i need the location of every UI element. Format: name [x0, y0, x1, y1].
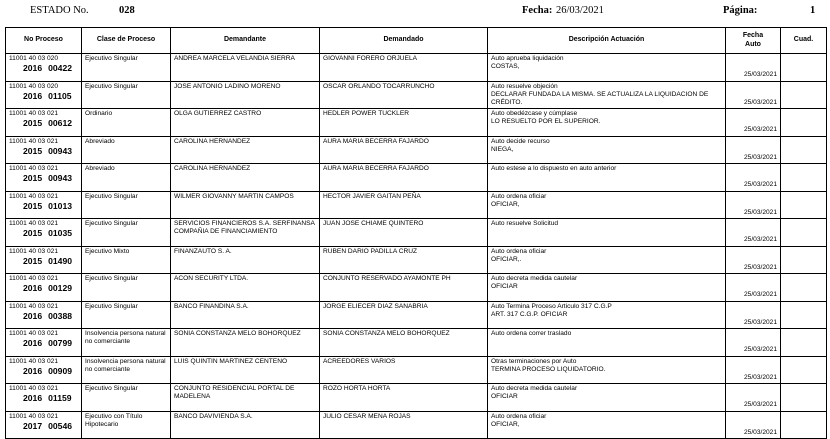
table-row — [6, 301, 827, 329]
proceso-radicado — [9, 63, 78, 73]
clase-text: Ejecutivo Singular — [85, 55, 138, 62]
descripcion-cell — [488, 54, 726, 82]
descripcion-text: Auto resuelve objeción DECLARAR FUNDADA LA MISMA. SE ACTUALIZA LA LIQUIDACION DE CRÉDITO. — [491, 82, 709, 106]
proceso-number: 00943 — [48, 173, 73, 184]
proceso-year: 2015 — [23, 145, 43, 156]
cuad-cell — [781, 301, 827, 329]
demandante-cell — [171, 219, 320, 247]
proceso-number: 00909 — [48, 365, 73, 376]
clase-text: Ejecutivo Singular — [85, 82, 138, 90]
demandado-text: HEDLER POWER TUCKLER — [323, 110, 409, 117]
descripcion-cell — [488, 411, 726, 439]
proceso-year: 2015 — [23, 255, 43, 266]
descripcion-cell — [488, 191, 726, 219]
clase-cell — [82, 191, 171, 219]
proceso-year: 2016 — [23, 283, 43, 294]
proceso-year: 2015 — [23, 200, 43, 211]
cuad-cell — [781, 246, 827, 274]
clase-text: Ejecutivo con Título Hipotecario — [85, 412, 143, 428]
demandante-text: CONJUNTO RESIDENCIAL PORTAL DE MADELENA — [174, 385, 295, 401]
fecha-auto-cell: 25/03/2021 — [726, 329, 781, 357]
proceso-code: 11001 40 03 021 — [9, 165, 59, 172]
demandante-text: JOSE ANTONIO LADINO MORENO — [174, 82, 281, 90]
demandado-text: JULIO CESAR MENA ROJAS — [323, 412, 411, 420]
cuad-cell — [781, 136, 827, 164]
demandado-cell — [320, 329, 488, 357]
clase-cell — [82, 301, 171, 329]
descripcion-text: Auto estese a lo dispuesto en auto anterior — [491, 165, 617, 172]
fecha-auto-cell: 25/03/2021 — [726, 301, 781, 329]
table-row — [6, 274, 827, 302]
table-row — [6, 384, 827, 412]
demandado-text: HECTOR JAVIER GAITAN PEÑA — [323, 192, 421, 200]
proceso-year: 2016 — [23, 90, 43, 101]
proceso-code: 11001 40 03 021 — [9, 110, 59, 117]
demandante-cell — [171, 81, 320, 109]
estado-table — [5, 27, 827, 439]
proceso-number: 01035 — [48, 228, 73, 239]
demandado-cell — [320, 191, 488, 219]
proceso-number: 01013 — [48, 200, 73, 211]
demandante-text: ANDREA MARCELA VELANDIA SIERRA — [174, 55, 295, 62]
table-header-row — [6, 28, 827, 54]
proceso-code: 11001 40 03 021 — [9, 275, 59, 282]
cuad-cell — [781, 329, 827, 357]
demandante-text: SERVICIOS FINANCIEROS S.A. SERFINANSA COMPAÑIA DE FINANCIAMIENTO — [174, 220, 315, 236]
demandado-cell — [320, 246, 488, 274]
descripcion-text: Auto decreta medida cautelar OFICIAR — [491, 275, 578, 291]
descripcion-cell — [488, 301, 726, 329]
descripcion-cell — [488, 136, 726, 164]
descripcion-text: Auto resuelve Solicitud — [491, 220, 559, 227]
descripcion-cell — [488, 164, 726, 192]
proceso-number: 00799 — [48, 338, 73, 349]
col-fecha-auto — [726, 28, 781, 54]
col-no-proceso: No Proceso — [6, 28, 82, 54]
clase-text: Ejecutivo Mixto — [85, 247, 130, 255]
no-proceso-cell — [6, 136, 82, 164]
demandado-cell — [320, 384, 488, 412]
descripcion-text: Auto ordena oficiar OFICIAR, — [491, 192, 547, 208]
table-row — [6, 246, 827, 274]
descripcion-cell — [488, 274, 726, 302]
fecha-auto-cell: 25/03/2021 — [726, 136, 781, 164]
col-demandante: Demandante — [171, 28, 320, 54]
descripcion-cell — [488, 109, 726, 137]
clase-cell — [82, 164, 171, 192]
no-proceso-cell — [6, 191, 82, 219]
clase-cell — [82, 81, 171, 109]
proceso-year: 2015 — [23, 173, 43, 184]
demandante-cell — [171, 109, 320, 137]
fecha-auto-cell: 25/03/2021 — [726, 274, 781, 302]
clase-cell — [82, 329, 171, 357]
demandante-text: ACON SECURITY LTDA. — [174, 275, 249, 282]
col-cuad: Cuad. — [781, 28, 827, 54]
demandante-cell — [171, 164, 320, 192]
descripcion-text: Auto ordena oficiar OFICIAR, — [491, 412, 547, 428]
report-header — [0, 0, 830, 24]
descripcion-text: Auto obedézcase y cúmplase LO RESUELTO POR EL SUPERIOR. — [491, 110, 601, 126]
demandado-text: JUAN JOSE CHIAME QUINTERO — [323, 220, 424, 227]
clase-text: Ejecutivo Singular — [85, 385, 138, 392]
table-row — [6, 164, 827, 192]
proceso-number: 01490 — [48, 255, 73, 266]
proceso-year: 2016 — [23, 338, 43, 349]
proceso-year: 2016 — [23, 365, 43, 376]
table-row — [6, 136, 827, 164]
proceso-year: 2016 — [23, 63, 43, 74]
demandado-cell — [320, 219, 488, 247]
demandado-cell — [320, 136, 488, 164]
proceso-code: 11001 40 03 021 — [9, 247, 59, 255]
proceso-code: 11001 40 03 021 — [9, 220, 59, 227]
clase-text: Ejecutivo Singular — [85, 275, 138, 282]
proceso-radicado — [9, 146, 78, 156]
demandado-cell — [320, 411, 488, 439]
estado-number: 028 — [119, 5, 135, 16]
clase-cell — [82, 109, 171, 137]
proceso-code: 11001 40 03 021 — [9, 192, 59, 200]
cuad-cell — [781, 109, 827, 137]
demandante-text: BANCO DAVIVIENDA S.A. — [174, 412, 253, 420]
proceso-number: 00388 — [48, 310, 73, 321]
fecha-label: Fecha: — [522, 5, 553, 16]
fecha-auto-cell: 25/03/2021 — [726, 81, 781, 109]
no-proceso-cell — [6, 274, 82, 302]
proceso-number: 00612 — [48, 118, 73, 129]
demandante-text: CAROLINA HERNANDEZ — [174, 165, 251, 172]
proceso-number: 01159 — [48, 393, 72, 404]
cuad-cell — [781, 191, 827, 219]
col-descripcion: Descripción Actuación — [488, 28, 726, 54]
demandado-text: AURA MARIA BECERRA FAJARDO — [323, 165, 429, 172]
descripcion-text: Auto decide recurso NIEGA, — [491, 137, 550, 153]
no-proceso-cell — [6, 411, 82, 439]
proceso-radicado — [9, 283, 78, 293]
clase-cell — [82, 356, 171, 384]
no-proceso-cell — [6, 219, 82, 247]
clase-text: Insolvencia persona natural no comerciante — [85, 357, 166, 373]
clase-cell — [82, 246, 171, 274]
table-row — [6, 329, 827, 357]
fecha-auto-cell: 25/03/2021 — [726, 246, 781, 274]
no-proceso-cell — [6, 109, 82, 137]
descripcion-text: Auto ordena correr traslado — [491, 330, 572, 337]
cuad-cell — [781, 219, 827, 247]
proceso-radicado — [9, 201, 78, 211]
table-row — [6, 356, 827, 384]
descripcion-text: Auto decreta medida cautelar OFICIAR — [491, 385, 578, 401]
descripcion-cell — [488, 246, 726, 274]
clase-cell — [82, 411, 171, 439]
col-clase: Clase de Proceso — [82, 28, 171, 54]
table-row — [6, 411, 827, 439]
no-proceso-cell — [6, 384, 82, 412]
descripcion-cell — [488, 81, 726, 109]
clase-cell — [82, 384, 171, 412]
proceso-code: 11001 40 03 021 — [9, 385, 59, 392]
table-row — [6, 191, 827, 219]
proceso-number: 00422 — [48, 63, 73, 74]
demandado-cell — [320, 356, 488, 384]
proceso-radicado — [9, 421, 78, 431]
no-proceso-cell — [6, 54, 82, 82]
table-row — [6, 109, 827, 137]
demandante-text: SONIA CONSTANZA MELO BOHORQUEZ — [174, 330, 301, 337]
descripcion-text: Auto Termina Proceso Articulo 317 C.G.P ART. 317 C.G.P. OFICIAR — [491, 302, 612, 318]
fecha-value: 26/03/2021 — [556, 5, 604, 16]
cuad-cell — [781, 164, 827, 192]
proceso-radicado — [9, 311, 78, 321]
no-proceso-cell — [6, 329, 82, 357]
proceso-radicado — [9, 338, 78, 348]
demandante-cell — [171, 274, 320, 302]
fecha-auto-cell: 25/03/2021 — [726, 109, 781, 137]
proceso-year: 2017 — [23, 420, 43, 431]
no-proceso-cell — [6, 301, 82, 329]
table-row — [6, 54, 827, 82]
fecha-auto-cell: 25/03/2021 — [726, 411, 781, 439]
clase-cell — [82, 136, 171, 164]
demandante-cell — [171, 384, 320, 412]
cuad-cell — [781, 384, 827, 412]
demandante-text: FINANZAUTO S. A. — [174, 247, 232, 255]
cuad-cell — [781, 54, 827, 82]
demandante-cell — [171, 329, 320, 357]
col-fecha-auto-line1: Fecha — [742, 32, 764, 40]
descripcion-text: Otras terminaciones por Auto TERMINA PROCESO LIQUIDATORIO. — [491, 357, 606, 373]
descripcion-text: Auto aprueba liquidación COSTAS, — [491, 55, 564, 71]
demandante-cell — [171, 136, 320, 164]
demandante-cell — [171, 411, 320, 439]
fecha-auto-cell: 25/03/2021 — [726, 191, 781, 219]
col-fecha-auto-line2: Auto — [745, 40, 761, 48]
clase-text: Ejecutivo Singular — [85, 192, 138, 200]
proceso-year: 2015 — [23, 118, 43, 129]
demandado-cell — [320, 109, 488, 137]
fecha-auto-cell: 25/03/2021 — [726, 384, 781, 412]
demandado-text: ACREEDORES VARIOS — [323, 357, 396, 365]
proceso-year: 2016 — [23, 393, 43, 404]
proceso-number: 00546 — [48, 420, 73, 431]
pagina-value: 1 — [810, 5, 816, 16]
table-row — [6, 219, 827, 247]
no-proceso-cell — [6, 246, 82, 274]
demandante-text: OLGA GUTIERREZ CASTRO — [174, 110, 262, 117]
proceso-code: 11001 40 03 020 — [9, 82, 59, 90]
fecha-auto-cell: 25/03/2021 — [726, 219, 781, 247]
demandado-text: GIOVANNI FORERO ORJUELA — [323, 55, 418, 62]
demandante-cell — [171, 301, 320, 329]
proceso-number: 00943 — [48, 145, 73, 156]
no-proceso-cell — [6, 81, 82, 109]
cuad-cell — [781, 81, 827, 109]
demandado-text: ROZO HORTA HORTA — [323, 385, 391, 392]
demandado-text: AURA MARIA BECERRA FAJARDO — [323, 137, 429, 145]
proceso-year: 2016 — [23, 310, 43, 321]
clase-text: Insolvencia persona natural no comerciante — [85, 330, 166, 346]
demandante-cell — [171, 246, 320, 274]
demandante-text: BANCO FINANDINA S.A. — [174, 302, 249, 310]
descripcion-text: Auto ordena oficiar OFICIAR,. — [491, 247, 547, 263]
clase-cell — [82, 219, 171, 247]
demandado-text: RUBEN DARIO PADILLA CRUZ — [323, 247, 418, 255]
demandante-cell — [171, 191, 320, 219]
clase-text: Ejecutivo Singular — [85, 302, 138, 310]
fecha-auto-cell: 25/03/2021 — [726, 356, 781, 384]
proceso-code: 11001 40 03 021 — [9, 302, 59, 310]
proceso-code: 11001 40 03 020 — [9, 55, 59, 62]
clase-text: Ordinario — [85, 110, 113, 117]
demandado-cell — [320, 54, 488, 82]
demandante-text: LUIS QUINTIN MARTINEZ CENTENO — [174, 357, 288, 365]
demandado-text: CONJUNTO RESERVADO AYAMONTE PH — [323, 275, 451, 282]
proceso-radicado — [9, 366, 78, 376]
proceso-number: 00129 — [48, 283, 73, 294]
table-row — [6, 81, 827, 109]
proceso-radicado — [9, 173, 78, 183]
proceso-radicado — [9, 118, 78, 128]
col-demandado: Demandado — [320, 28, 488, 54]
proceso-code: 11001 40 03 021 — [9, 412, 59, 420]
demandante-text: CAROLINA HERNANDEZ — [174, 137, 251, 145]
pagina-label: Página: — [723, 5, 758, 16]
estado-label: ESTADO No. — [30, 5, 89, 16]
demandado-text: JORGE ELIECER DIAZ SANABRIA — [323, 302, 428, 310]
no-proceso-cell — [6, 164, 82, 192]
clase-text: Ejecutivo Singular — [85, 220, 138, 227]
cuad-cell — [781, 411, 827, 439]
proceso-radicado — [9, 256, 78, 266]
fecha-auto-cell: 25/03/2021 — [726, 54, 781, 82]
descripcion-cell — [488, 356, 726, 384]
demandado-cell — [320, 301, 488, 329]
no-proceso-cell — [6, 356, 82, 384]
demandante-cell — [171, 54, 320, 82]
descripcion-cell — [488, 384, 726, 412]
demandado-cell — [320, 81, 488, 109]
clase-cell — [82, 274, 171, 302]
descripcion-cell — [488, 219, 726, 247]
proceso-code: 11001 40 03 021 — [9, 357, 59, 365]
proceso-code: 11001 40 03 021 — [9, 330, 59, 337]
clase-cell — [82, 54, 171, 82]
clase-text: Abreviado — [85, 137, 115, 145]
demandado-text: SONIA CONSTANZA MELO BOHORQUEZ — [323, 330, 450, 337]
proceso-number: 01105 — [48, 90, 72, 101]
demandado-cell — [320, 274, 488, 302]
descripcion-cell — [488, 329, 726, 357]
cuad-cell — [781, 356, 827, 384]
demandado-text: OSCAR ORLANDO TOCARRUNCHO — [323, 82, 435, 90]
proceso-radicado — [9, 393, 78, 403]
proceso-code: 11001 40 03 021 — [9, 137, 59, 145]
demandante-cell — [171, 356, 320, 384]
demandado-cell — [320, 164, 488, 192]
fecha-auto-cell: 25/03/2021 — [726, 164, 781, 192]
cuad-cell — [781, 274, 827, 302]
proceso-year: 2015 — [23, 228, 43, 239]
demandante-text: WILMER GIOVANNY MARTIN CAMPOS — [174, 192, 294, 200]
proceso-radicado — [9, 91, 78, 101]
clase-text: Abreviado — [85, 165, 115, 172]
proceso-radicado — [9, 228, 78, 238]
